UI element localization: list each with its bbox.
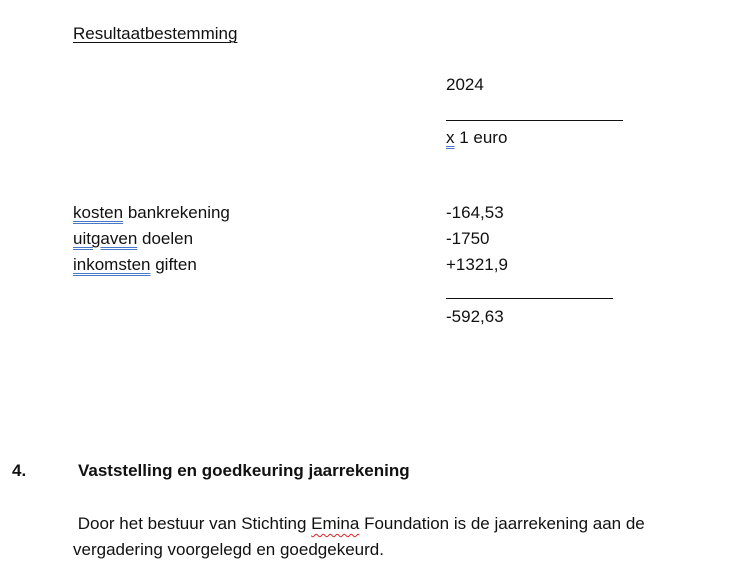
total-value: -592,63	[446, 307, 504, 326]
row-value-gift-income: +1321,9	[446, 255, 508, 274]
row-label-rest: bankrekening	[123, 203, 230, 222]
section-title: Resultaatbestemming	[73, 24, 238, 43]
row-label-keyword: inkomsten	[73, 255, 151, 274]
row-label-goal-expenses	[73, 229, 193, 249]
row-label-rest: giften	[150, 255, 197, 274]
row-label-gift-income	[73, 255, 197, 275]
spellcheck-flagged-word: Emina	[311, 514, 360, 533]
year-header: 2024	[446, 75, 484, 94]
unit-prefix: x	[446, 128, 455, 147]
row-value-goal-expenses: -1750	[446, 229, 490, 248]
chapter-number: 4.	[12, 461, 27, 480]
row-value-bank-costs: -164,53	[446, 203, 504, 222]
chapter-paragraph	[73, 511, 723, 563]
row-label-keyword: uitgaven	[73, 229, 138, 248]
chapter-heading: Vaststelling en goedkeuring jaarrekening	[78, 461, 410, 480]
unit-rest: 1 euro	[454, 128, 508, 147]
row-label-bank-costs	[73, 203, 230, 223]
paragraph-text-before: Door het bestuur van Stichting	[77, 514, 312, 533]
row-label-rest: doelen	[137, 229, 194, 248]
header-rule	[446, 120, 623, 121]
total-rule	[446, 298, 613, 299]
unit-label	[446, 128, 507, 148]
paragraph-text-after: Foundation is de jaarrekening aan de vergadering voorgelegd en goedgekeurd.	[73, 514, 645, 559]
row-label-keyword: kosten	[73, 203, 124, 222]
